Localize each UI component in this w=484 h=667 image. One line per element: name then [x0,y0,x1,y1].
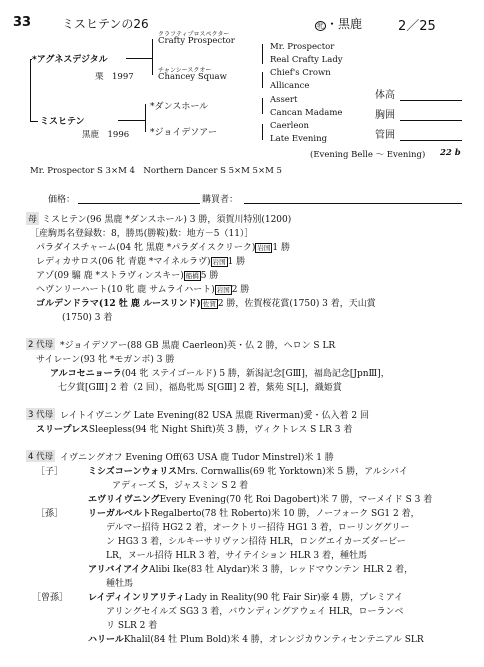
dam-name: ミスヒテン [40,117,85,127]
pedigree-bracket [262,124,263,140]
dam-sire: *ダンスホール [150,102,209,112]
stakes-winner-name: アルコセニョーラ [50,369,122,379]
gen3-3: Chief's Crown [270,68,331,78]
girth-field[interactable] [400,120,462,121]
gen4-record: イヴニングオフ Evening Off(63 USA 鹿 Tudor Minstrel)米 1 勝 [60,453,334,463]
sire-sire: Crafty Prospector [158,36,235,46]
entry-text: Lady in Reality(90 牝 Fair Sir)豪 4 勝，プレミアイ [184,593,403,603]
foal-wins: 1 勝 [227,257,246,267]
entry-text: Alibi Ike(83 牡 Alydar)米 3 勝，レッドマウンテン HLR 2 着， [149,565,414,575]
foal-row-cont: (1750) 3 着 [62,313,113,323]
gen4-entry [106,520,410,533]
entry-text: Every Evening(70 牝 Roi Dagobert)米 7 勝，マーメイド S 3 着 [159,495,433,505]
gen2-stakes-winner [50,366,390,379]
track-tag: 佐賀 [202,300,216,308]
foal-row [36,240,290,253]
stakes-winner-name: スリープレス [36,425,89,435]
gen3-stakes-winner [36,422,352,435]
horse-name: ミスヒテンの26 [62,17,149,31]
dam-info: 黒鹿 1996 [82,130,130,140]
gen2-foal: サイレーン(93 牝 *モガンボ) 3 勝 [36,355,175,365]
price-field[interactable] [78,203,200,204]
track-tag: 岩国 [257,244,271,252]
track-tag: 船橋 [185,272,199,280]
track-tag: 岩国 [212,258,226,266]
child-label: ［子］ [36,467,64,477]
entry-name: エヴリイヴニング [88,495,160,505]
pedigree-line [30,121,38,122]
entry-text: リ SLR 2 着 [106,621,158,631]
sire-name: *アグネスデジタル [32,55,108,65]
foal-text: ヘヴンリーハート(10 牝 鹿 サムライハート) [36,285,215,295]
gen3-7: Caerleon [270,121,310,131]
stakes-winner-record: Sleepless(94 牝 Night Shift)英 3 勝，ヴィクトレス S LR 3 着 [88,425,353,435]
gen2-label: 2 代母 [28,340,54,350]
lot-number: 33 [13,15,32,30]
sex-mark: 牝 [317,22,324,30]
height-label: 体高 [375,90,395,101]
gen3-record: レイトイヴニング Late Evening(82 USA 黒鹿 Riverman)愛・仏入着 2 回 [60,411,369,421]
entry-text: ン HG3 3 着，シルキーサリヴァン招待 HLR，ロングエイカーズダービー [106,537,406,547]
entry-text: アリングセイルズ SG3 3 着，バウンディングアウェイ HLR，ローランベ [106,607,404,617]
foal-wins: 2 勝 [231,285,250,295]
inbreeding: Mr. Prospector S 3×M 4 Northern Dancer S 5×M 5×M 5 [30,166,282,176]
pedigree-line [30,59,32,60]
dam-dam: *ジョイデソアー [150,128,217,138]
great-grandchild-label: ［曾孫］ [32,593,69,603]
dam-foal-stats: ［産駒馬名登録数：8，勝馬(勝鞍)数：地方－5（11）］ [30,229,254,239]
entry-text: 種牡馬 [106,579,134,589]
foal-wins: 2 勝，佐賀桜花賞(1750) 3 着，天山賞 [217,299,376,309]
birth-date: 2／25 [398,19,436,34]
gen3-8: Late Evening [270,134,328,144]
price-label: 価格： [48,195,76,205]
pedigree-bracket [262,98,263,114]
gen4-entry [88,562,413,575]
cannon-field[interactable] [400,140,462,141]
coat-color: ・黒鹿 [326,17,363,31]
height-field[interactable] [400,100,462,101]
grandchild-label: ［孫］ [36,509,64,519]
gen4-entry [106,548,367,561]
entry-name: ハリール [88,635,124,645]
family-number: 22 b [440,148,461,158]
track-tag: 岩国 [216,286,230,294]
entry-text: LR，ヌール招待 HLR 3 着，サイテイション HLR 3 着，種牡馬 [106,551,367,561]
pedigree-bracket [152,39,153,75]
gen4-entry [88,632,424,645]
gen3-2: Real Crafty Lady [270,55,343,65]
dam-record: ミスヒテン(96 黒鹿 *ダンスホール) 3 勝，須賀川特別(1200) [42,215,292,225]
pedigree-line [118,120,145,121]
gen3-4: Allicance [270,81,310,91]
girth-label: 胸囲 [375,110,395,121]
stakes-winner-record: (04 牝 ステイゴールド) 5 勝，新潟記念[GⅢ]，福島記念[JpnⅢ]， [121,369,390,379]
sire-info: 栗 1997 [95,72,134,82]
cannon-label: 管囲 [375,130,395,141]
gen4-entry [106,604,404,617]
sire-sire-kana: クラフティプロスペクター [158,31,230,38]
sex-color [315,15,362,32]
gen3-label: 3 代母 [28,410,54,420]
gen4-entry [112,478,248,491]
foal-text: アゾ(09 騸 鹿 *ストラヴィンスキー) [36,271,184,281]
foal-wins: 1 勝 [272,243,290,253]
gen4-label: 4 代母 [28,452,54,462]
gen4-entry [88,506,420,519]
gen4-entry [88,464,408,477]
gen2-stakes-cont: 七夕賞[GⅢ] 2 着（2 回），福島牝馬 S[GⅢ] 2 着，紫苑 S[L]，織姫賞 [58,383,342,393]
entry-text: Khalil(84 牡 Plum Bold)米 4 勝，オレンジカウンティセンテニアル SLR [123,635,424,645]
gen4-entry [88,492,432,505]
entry-text: デルマー招待 HG2 2 着，オークトリー招待 HG1 3 着，ローリンググリー [106,523,410,533]
foal-row [36,254,245,267]
entry-name: リーガルベルト [88,509,151,519]
entry-name: ミシズコーンウォリス [88,467,178,477]
foal-wins: 5 勝 [200,271,219,281]
buyer-field[interactable] [244,203,462,204]
foal-text: レディカサロス(06 牝 青鹿 *マイネルラヴ) [36,257,211,267]
dam-label: 母 [26,212,39,225]
gen3-note: (Evening Belle ～ Evening) [310,150,426,160]
foal-row [36,268,218,281]
pedigree-bracket [262,44,263,64]
gen3-1: Mr. Prospector [270,42,335,52]
buyer-label: 購買者： [202,195,239,205]
pedigree-bracket [262,72,263,88]
foal-row [36,282,249,295]
foal-text: ゴルデンドラマ(12 牡 鹿 ルースリンド) [36,299,201,309]
sire-dam-kana: チャンシースクオー [158,67,212,74]
entry-text: Regalberto(78 牡 Roberto)米 10 勝，ノーフォーク SG1 2 着， [150,509,420,519]
gen4-entry [106,534,406,547]
entry-text: アディーズ S，ジャスミン S 2 着 [112,481,249,491]
foal-row [36,296,376,309]
pedigree-bracket [30,59,31,121]
entry-text: Mrs. Cornwallis(69 牝 Yorktown)米 5 勝，アルシバイ [177,467,408,477]
gen4-entry [88,590,403,603]
gen4-entry [106,576,133,589]
gen4-entry [106,618,157,631]
entry-name: レイディインリアリティ [88,593,185,603]
entry-name: アリバイアイク [88,565,150,575]
gen2-record: *ジョイデソアー(88 GB 黒鹿 Caerleon)英・仏 2 勝，ヘロン S LR [60,341,336,351]
foal-text: パラダイスチャーム(04 牝 黒鹿 *パラダイスクリーク) [36,243,256,253]
gen3-5: Assert [270,95,298,105]
pedigree-line [126,58,152,59]
pedigree-bracket [145,104,146,132]
gen3-6: Cancan Madame [270,108,343,118]
sire-dam: Chancey Squaw [158,72,227,82]
